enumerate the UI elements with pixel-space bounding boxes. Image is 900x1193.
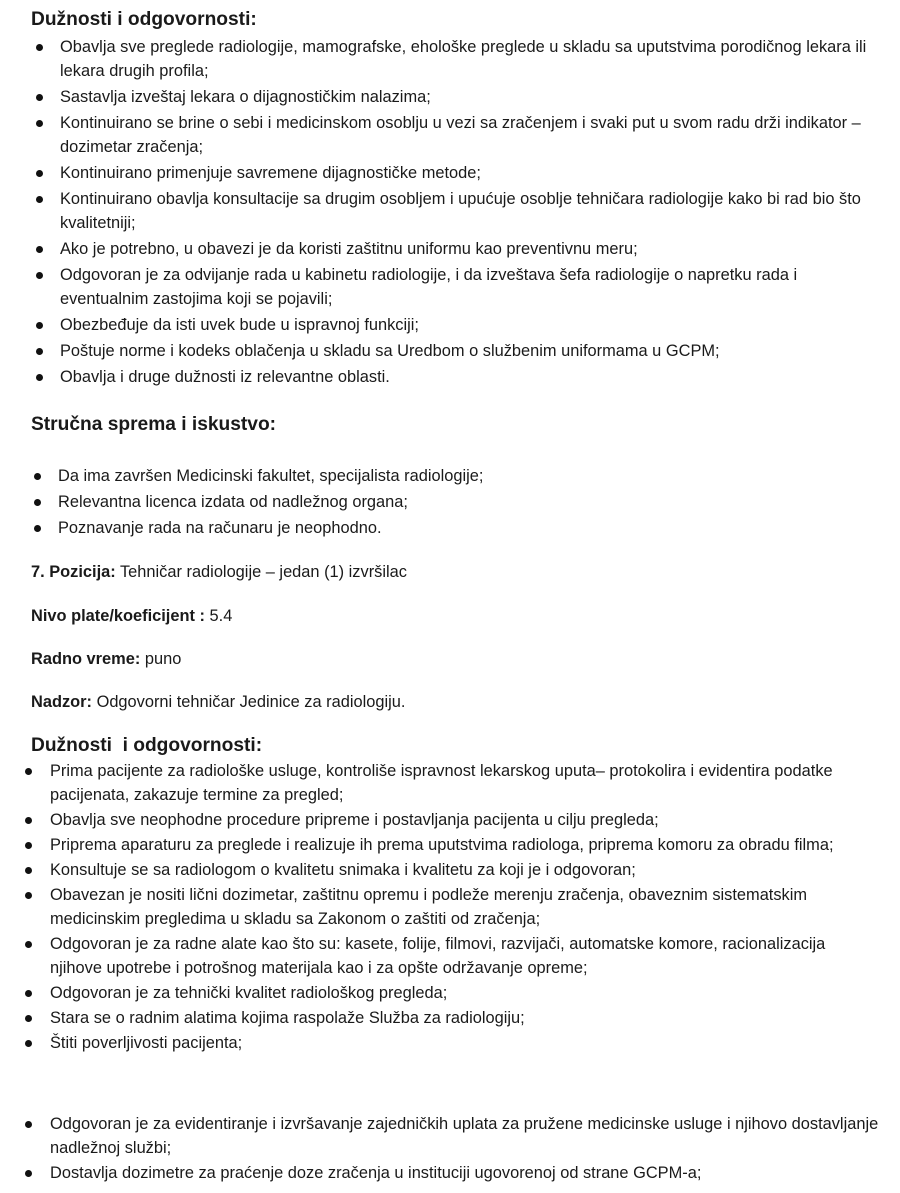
bullet-icon: [34, 499, 41, 506]
list-item: Obezbeđuje da isti uvek bude u ispravnoj funkciji;: [60, 313, 880, 337]
list-item: Prima pacijente za radiološke usluge, kontroliše ispravnost lekarskog uputa– protokolira i evidentira podatke pacijenata, zakazuje termine za pregled;: [50, 759, 880, 807]
bullet-icon: [36, 94, 43, 101]
qualifications-heading: Stručna sprema i iskustvo:: [31, 414, 277, 435]
salary-value: 5.4: [204, 607, 233, 625]
list-item: Obavezan je nositi lični dozimetar, zaštitnu opremu i podleže merenju zračenja, obaveznim sistematskim medicinskim pregledima u skladu sa Zakonom o zaštiti od zračenja;: [50, 883, 880, 931]
list-item: Kontinuirano primenjuje savremene dijagnostičke metode;: [60, 161, 880, 185]
bullet-icon: [25, 817, 32, 824]
list-item: Stara se o radnim alatima kojima raspolaže Služba za radiologiju;: [50, 1006, 880, 1030]
qualifications-list: [58, 464, 878, 542]
bullet-icon: [36, 374, 43, 381]
bullet-icon: [36, 272, 43, 279]
list-item: Dostavlja dozimetre za praćenje doze zračenja u instituciji ugovorenoj od strane GCPM-a;: [50, 1161, 880, 1185]
list-item: Obavlja sve neophodne procedure pripreme i postavljanja pacijenta u cilju pregleda;: [50, 808, 880, 832]
bullet-icon: [25, 941, 32, 948]
salary-label: Nivo plate/koeficijent :: [31, 607, 205, 625]
list-item: Relevantna licenca izdata od nadležnog organa;: [58, 490, 878, 514]
list-item: Poznavanje rada na računaru je neophodno.: [58, 516, 878, 540]
supervision-line: [31, 690, 405, 714]
bullet-icon: [25, 1170, 32, 1177]
list-item: Ako je potrebno, u obavezi je da koristi zaštitnu uniformu kao preventivnu meru;: [60, 237, 880, 261]
list-item: Štiti poverljivosti pacijenta;: [50, 1031, 880, 1055]
list-item: Odgovoran je za odvijanje rada u kabinetu radiologije, i da izveštava šefa radiologije o napretku rada i eventualnim zastojima koji se pojavili;: [60, 263, 880, 311]
bullet-icon: [36, 196, 43, 203]
bullet-icon: [36, 120, 43, 127]
position-line: [31, 560, 407, 584]
duties-list-1: [60, 35, 880, 391]
bullet-icon: [25, 1040, 32, 1047]
list-item: Priprema aparaturu za preglede i realizuje ih prema uputstvima radiologa, priprema komoru za obradu filma;: [50, 833, 880, 857]
list-item: Kontinuirano se brine o sebi i medicinskom osoblju u vezi sa zračenjem i svaki put u svom radu drži indikator – dozimetar zračenja;: [60, 111, 880, 159]
bullet-icon: [25, 1015, 32, 1022]
position-label: 7. Pozicija:: [31, 563, 116, 581]
list-item: Obavlja i druge dužnosti iz relevantne oblasti.: [60, 365, 880, 389]
supervision-label: Nadzor:: [31, 693, 93, 711]
bullet-icon: [36, 348, 43, 355]
bullet-icon: [36, 246, 43, 253]
duties-heading-1: Dužnosti i odgovornosti:: [31, 9, 257, 30]
bullet-icon: [25, 892, 32, 899]
duties-list-2: [50, 759, 880, 1056]
list-item: Poštuje norme i kodeks oblačenja u skladu sa Uredbom o službenim uniformama u GCPM;: [60, 339, 880, 363]
bullet-icon: [25, 867, 32, 874]
bullet-icon: [25, 842, 32, 849]
list-item: Odgovoran je za radne alate kao što su: kasete, folije, filmovi, razvijači, automatske komore, racionalizacija njihove upotrebe i potrošnog materijala kao i za opšte održavanje opreme;: [50, 932, 880, 980]
position-value: Tehničar radiologije – jedan (1) izvršilac: [115, 563, 407, 581]
list-item: Da ima završen Medicinski fakultet, specijalista radiologije;: [58, 464, 878, 488]
bullet-icon: [25, 990, 32, 997]
hours-label: Radno vreme:: [31, 650, 141, 668]
list-item: Kontinuirano obavlja konsultacije sa drugim osobljem i upućuje osoblje tehničara radiologije kako bi rad bio što kvalitetniji;: [60, 187, 880, 235]
bullet-icon: [34, 473, 41, 480]
bullet-icon: [36, 322, 43, 329]
bullet-icon: [36, 170, 43, 177]
salary-line: [31, 604, 232, 628]
bullet-icon: [25, 768, 32, 775]
list-item: Odgovoran je za tehnički kvalitet radiološkog pregleda;: [50, 981, 880, 1005]
bullet-icon: [34, 525, 41, 532]
bullet-icon: [36, 44, 43, 51]
list-item: Konsultuje se sa radiologom o kvalitetu snimaka i kvalitetu za koji je i odgovoran;: [50, 858, 880, 882]
bullet-icon: [25, 1121, 32, 1128]
list-item: Obavlja sve preglede radiologije, mamografske, ehološke preglede u skladu sa uputstvima porodičnog lekara ili lekara drugih profila;: [60, 35, 880, 83]
duties-list-3: [50, 1112, 880, 1186]
duties-heading-2: Dužnosti i odgovornosti:: [31, 735, 263, 756]
list-item: Sastavlja izveštaj lekara o dijagnostičkim nalazima;: [60, 85, 880, 109]
supervision-value: Odgovorni tehničar Jedinice za radiologiju.: [92, 693, 406, 711]
hours-value: puno: [140, 650, 182, 668]
hours-line: [31, 647, 181, 671]
list-item: Odgovoran je za evidentiranje i izvršavanje zajedničkih uplata za pružene medicinske usluge i njihovo dostavljanje nadležnoj službi;: [50, 1112, 880, 1160]
